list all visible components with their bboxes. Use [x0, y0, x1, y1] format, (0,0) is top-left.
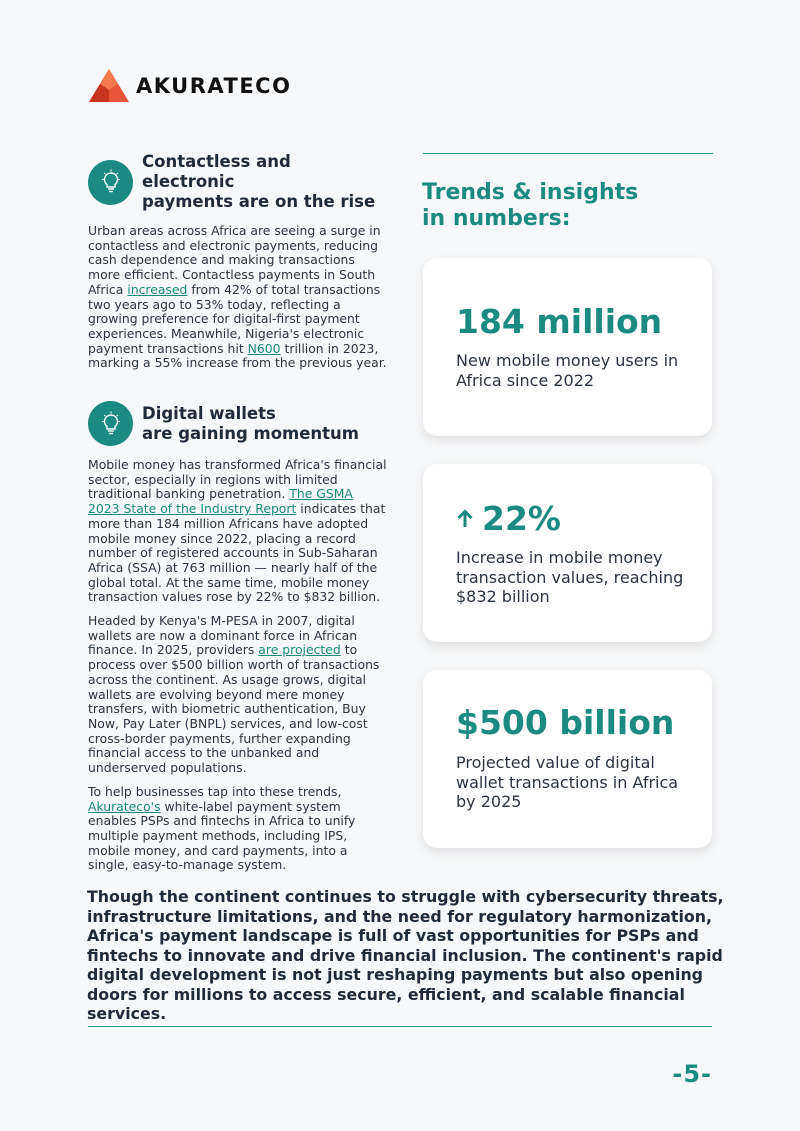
section-contactless-header — [88, 152, 388, 212]
paragraph: Urban areas across Africa are seeing a surge in contactless and electronic payments, reducing cash dependence and making transactions more efficient. Contactless payments in South Africa increased from 42% of total transactions two years ago to 53% today, reflecting a growing preference for digital-first payment experiences. Meanwhile, Nigeria's electronic payment transactions hit N600 trillion in 2023, marking a 55% increase from the previous year. — [88, 223, 387, 371]
stat-description: Projected value of digital wallet transactions in Africa by 2025 — [456, 753, 679, 811]
lightbulb-icon — [88, 160, 133, 205]
stat-card — [423, 258, 712, 436]
section-wallets-header — [88, 401, 388, 446]
section-title: Contactless and electronic payments are on the rise — [142, 152, 376, 211]
paragraph: Headed by Kenya's M-PESA in 2007, digital wallets are now a dominant force in African finance. In 2025, providers are projected to process over $500 billion worth of transactions across the continent. As usage grows, digital wallets are evolving beyond mere money transfers, with biometric authentication, Buy Now, Pay Later (BNPL) services, and low-cost cross-border payments, further expanding financial access to the unbanked and underserved populations. — [88, 613, 380, 776]
stat-description: New mobile money users in Africa since 2022 — [456, 351, 679, 390]
stat-value: $500 billion — [456, 703, 675, 742]
stat-value: 22% — [456, 499, 561, 538]
stat-card — [423, 464, 712, 642]
akurateco-logo-icon — [88, 68, 130, 104]
left-column — [88, 152, 388, 882]
section-title: Digital wallets are gaining momentum — [142, 403, 359, 443]
paragraph: To help businesses tap into these trends, Akurateco's white-label payment system enables PSPs and fintechs in Africa to unify multiple payment methods, including IPS, mobile money, and card payments, into a single, easy-to-manage system. — [88, 783, 356, 873]
link-are-projected[interactable]: are projected — [258, 642, 341, 658]
link-gsma-report[interactable]: The GSMA 2023 State of the Industry Report — [88, 486, 353, 517]
paragraph: Mobile money has transformed Africa's financial sector, especially in regions with limited traditional banking penetration. The GSMA 2023 State of the Industry Report indicates that more than 184 million Africans have adopted mobile money since 2022, placing a record number of registered accounts in Sub-Saharan Africa (SSA) at 763 million — nearly half of the global total. At the same time, mobile money transaction values rose by 22% to $832 billion. — [88, 457, 387, 605]
stat-card — [423, 670, 712, 848]
conclusion-text: Though the continent continues to struggle with cybersecurity threats, infrastructure limitations, and the need for regulatory harmonization, Africa's payment landscape is full of vast opportunities for PSPs and fintechs to innovate and drive financial inclusion. The continent's rapid digital development is not just reshaping payments but also opening doors for millions to access secure, efficient, and scalable financial services. — [87, 887, 724, 1023]
trends-title: Trends & insights in numbers: — [422, 180, 639, 231]
stat-description: Increase in mobile money transaction values, reaching $832 billion — [456, 548, 684, 606]
divider — [423, 153, 713, 154]
arrow-up-icon — [456, 509, 474, 529]
link-akurateco[interactable]: Akurateco's — [88, 798, 161, 814]
stat-value: 184 million — [456, 302, 663, 341]
divider — [88, 1026, 712, 1027]
link-increased[interactable]: increased — [127, 281, 188, 297]
brand-logo — [88, 68, 291, 104]
lightbulb-icon — [88, 401, 133, 446]
brand-name: AKURATECO — [136, 74, 292, 98]
link-n600[interactable]: N600 — [247, 340, 281, 356]
page-number: -5- — [672, 1060, 712, 1088]
